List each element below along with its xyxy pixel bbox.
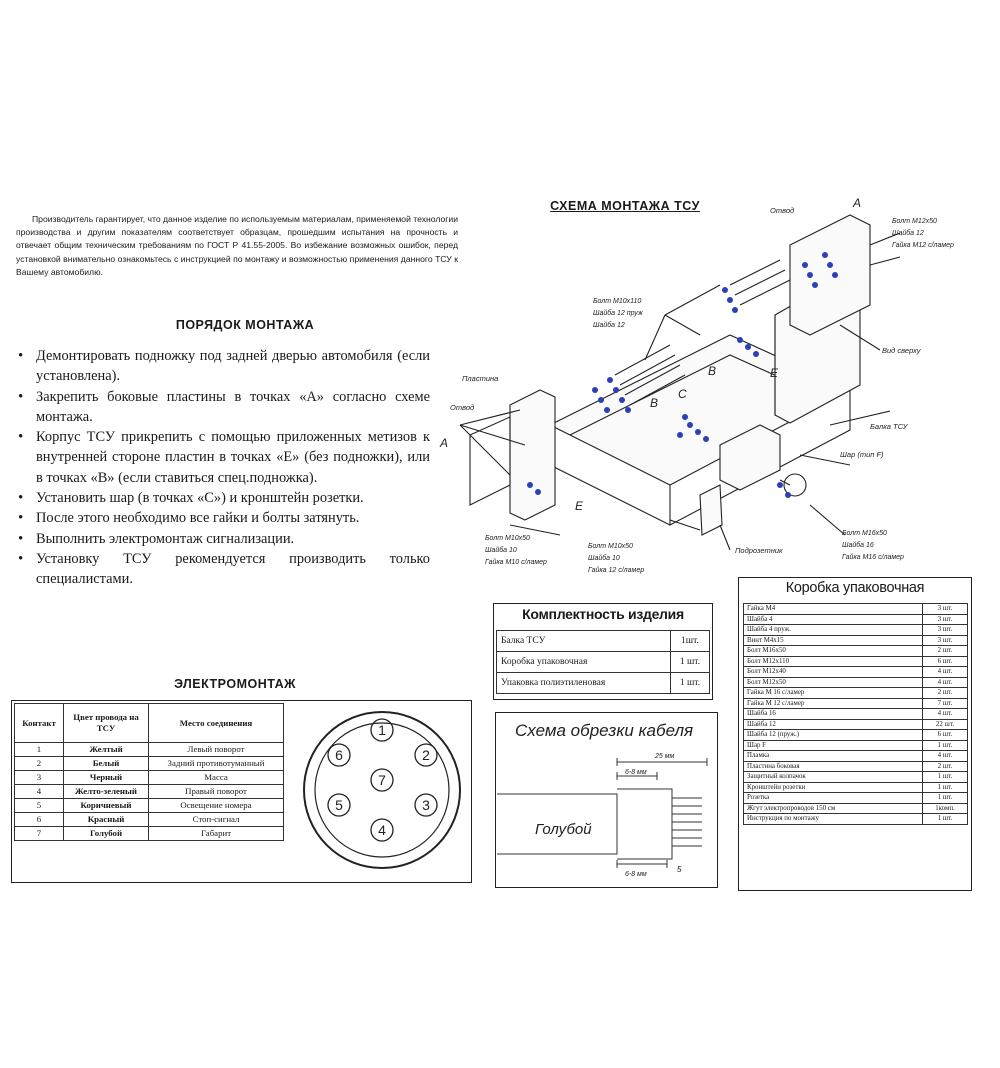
label-shar: Шар (тип F) xyxy=(840,450,884,459)
hardware-label: Шайба 12 xyxy=(593,322,625,329)
cell: 4 xyxy=(15,785,64,799)
cell: 3 шт. xyxy=(923,625,968,636)
assembly-step: • Установку ТСУ рекомендуется производить только специалистами. xyxy=(18,549,430,590)
table-row xyxy=(497,673,710,694)
pin-5 xyxy=(328,794,350,816)
table-row xyxy=(15,743,284,757)
label-b: B xyxy=(708,364,717,378)
cell: Желтый xyxy=(64,743,149,757)
cell: Болт М12х50 xyxy=(744,677,923,688)
pack-title: Коробка упаковочная xyxy=(785,580,925,596)
label-vsp: Вид сверху xyxy=(882,346,921,355)
cell: Черный xyxy=(64,771,149,785)
cell: 2 шт. xyxy=(923,761,968,772)
cell: Защитный колпачок xyxy=(744,772,923,783)
table-row xyxy=(744,688,968,699)
cell: Болт М12х110 xyxy=(744,656,923,667)
label-podrozetnik: Подрозетник xyxy=(735,546,783,555)
table-row xyxy=(744,761,968,772)
cell: Белый xyxy=(64,757,149,771)
cell: Балка ТСУ xyxy=(497,631,671,652)
table-row xyxy=(744,698,968,709)
cell: 2 шт. xyxy=(923,646,968,657)
electrical-table xyxy=(14,703,284,841)
cell: Розетка xyxy=(744,793,923,804)
table-row xyxy=(744,740,968,751)
cell: 2 xyxy=(15,757,64,771)
table-row xyxy=(744,782,968,793)
hardware-label: Шайба 10 xyxy=(588,555,620,562)
hardware-label: Гайка М10 с/ламер xyxy=(485,559,547,566)
hardware-label: Болт М10х50 xyxy=(485,535,530,542)
guarantee-text: Производитель гарантирует, что данное изделие по используемым материалам, применяемой технологии производства и другим показателям соответствует образцам, прошедшим испытания на прочность и отвечает общим техническим требованиям по ГОСТ Р 41.55-2005. Во избежание возможных ошибок, перед установкой внимательно ознакомьтесь с инструкцией по монтажу и возможностью применения данного ТСУ к Вашему автомобилю. xyxy=(16,214,458,277)
kit-title: Комплектность изделия xyxy=(522,606,684,622)
label-otvod: Отвод xyxy=(770,206,795,215)
assembly-steps xyxy=(18,346,430,590)
table-row xyxy=(744,667,968,678)
pin-7 xyxy=(371,769,393,791)
table-row xyxy=(15,771,284,785)
label-b: B xyxy=(650,396,659,410)
svg-text:4: 4 xyxy=(378,822,386,838)
svg-text:3: 3 xyxy=(422,797,430,813)
hardware-label: Шайба 10 xyxy=(485,547,517,554)
label-a: A xyxy=(440,436,449,450)
pin-1 xyxy=(371,719,393,741)
cell: 1 шт. xyxy=(671,673,710,694)
table-row xyxy=(15,827,284,841)
cell: 3 шт. xyxy=(923,604,968,615)
cell: 1шт. xyxy=(671,631,710,652)
cell: 3 шт. xyxy=(923,614,968,625)
cell: 2 шт. xyxy=(923,688,968,699)
installation-diagram xyxy=(430,185,1000,585)
scheme-title: СХЕМА МОНТАЖА ТСУ xyxy=(550,199,700,213)
dim-total: 25 мм xyxy=(655,753,675,760)
kit-table xyxy=(496,630,710,694)
cell: 6 xyxy=(15,813,64,827)
svg-text:5: 5 xyxy=(335,797,343,813)
label-e: E xyxy=(575,499,584,513)
cell: Левый поворот xyxy=(149,743,284,757)
cell: Шайба 12 (пруж.) xyxy=(744,730,923,741)
hardware-label: Гайка 12 с/ламер xyxy=(588,567,645,574)
cell: Пламка xyxy=(744,751,923,762)
label-plastina: Пластина xyxy=(462,374,499,383)
cell: 4 шт. xyxy=(923,751,968,762)
cell: 6 шт. xyxy=(923,730,968,741)
table-row xyxy=(744,730,968,741)
cell: Желто-зеленый xyxy=(64,785,149,799)
assembly-step: • Выполнить электромонтаж сигнализации. xyxy=(18,529,430,549)
hardware-label: Гайка М12 с/ламер xyxy=(892,242,954,249)
dim-strip: 6-8 мм xyxy=(625,769,647,776)
svg-text:1: 1 xyxy=(378,722,386,738)
label-balka: Балка ТСУ xyxy=(870,422,908,431)
cell: Жгут электропроводов 150 см xyxy=(744,803,923,814)
cell: Винт М4х15 xyxy=(744,635,923,646)
hardware-label: Шайба 12 пруж xyxy=(593,310,643,317)
cell: Стоп-сигнал xyxy=(149,813,284,827)
cell: Шайба 12 xyxy=(744,719,923,730)
table-row xyxy=(744,656,968,667)
cell: Масса xyxy=(149,771,284,785)
cell: Коричневый xyxy=(64,799,149,813)
cell: Гайка М4 xyxy=(744,604,923,615)
cell: 1 шт. xyxy=(923,793,968,804)
table-row xyxy=(15,813,284,827)
cell: 3 xyxy=(15,771,64,785)
cell: 1 шт. xyxy=(923,772,968,783)
pin-4 xyxy=(371,819,393,841)
cell: 7 шт. xyxy=(923,698,968,709)
cell: Упаковка полиэтиленовая xyxy=(497,673,671,694)
cell: 1 шт. xyxy=(923,814,968,825)
cell: Гайка М 16 с/ламер xyxy=(744,688,923,699)
cell: Правый поворот xyxy=(149,785,284,799)
hardware-label: Болт М10х110 xyxy=(593,298,642,305)
cell: 22 шт. xyxy=(923,719,968,730)
table-row xyxy=(744,677,968,688)
cell: 1 шт. xyxy=(671,652,710,673)
hardware-label: Болт М12х50 xyxy=(892,218,937,225)
table-row xyxy=(497,652,710,673)
assembly-step: • Установить шар (в точках «С») и кронштейн розетки. xyxy=(18,488,430,508)
cell: Габарит xyxy=(149,827,284,841)
hardware-label: Шайба 16 xyxy=(842,542,874,549)
table-row xyxy=(15,785,284,799)
dim-mark: 5 xyxy=(677,865,682,874)
cell: Задний противотуманный xyxy=(149,757,284,771)
table-row xyxy=(744,803,968,814)
hardware-label: Болт М16х50 xyxy=(842,530,887,537)
pin-2 xyxy=(415,744,437,766)
cell: 1 xyxy=(15,743,64,757)
label-a: A xyxy=(853,196,862,210)
cell: Красный xyxy=(64,813,149,827)
table-row xyxy=(15,799,284,813)
table-row xyxy=(744,709,968,720)
electrical-title: ЭЛЕКТРОМОНТАЖ xyxy=(174,677,296,691)
column-header: Место соединения xyxy=(149,704,284,743)
label-c: C xyxy=(678,387,687,401)
cell: 4 шт. xyxy=(923,677,968,688)
cell: 1комп. xyxy=(923,803,968,814)
table-row xyxy=(744,814,968,825)
cell: 6 шт. xyxy=(923,656,968,667)
assembly-step: • После этого необходимо все гайки и болты затянуть. xyxy=(18,508,430,528)
table-row xyxy=(744,719,968,730)
cell: 1 шт. xyxy=(923,782,968,793)
cell: Шар F xyxy=(744,740,923,751)
assembly-step: • Демонтировать подножку под задней дверью автомобиля (если установлена). xyxy=(18,346,430,387)
column-header: Контакт xyxy=(15,704,64,743)
assembly-step: • Корпус ТСУ прикрепить с помощью приложенных метизов к внутренней стороне пластин в точках «Е» (без подножки), или в точках «В» (если ставиться спец.подножка). xyxy=(18,427,430,488)
cell: Кронштейн розетки xyxy=(744,782,923,793)
dim-end: 6-8 мм xyxy=(625,871,647,878)
table-row xyxy=(744,635,968,646)
cable-diagram xyxy=(497,714,716,886)
cell: Коробка упаковочная xyxy=(497,652,671,673)
label-otvod-left: Отвод xyxy=(450,403,475,412)
cell: Гайка М 12 с/ламер xyxy=(744,698,923,709)
svg-text:2: 2 xyxy=(422,747,430,763)
cell: Болт М12х40 xyxy=(744,667,923,678)
table-row xyxy=(744,751,968,762)
table-row xyxy=(744,772,968,783)
assembly-title: ПОРЯДОК МОНТАЖА xyxy=(175,318,315,332)
cell: 1 шт. xyxy=(923,740,968,751)
cell: 4 шт. xyxy=(923,709,968,720)
cell: 7 xyxy=(15,827,64,841)
table-row xyxy=(744,793,968,804)
cell: 3 шт. xyxy=(923,635,968,646)
cell: Шайба 4 пруж. xyxy=(744,625,923,636)
socket-pin-diagram xyxy=(295,700,470,880)
assembly-step: • Закрепить боковые пластины в точках «А» согласно схеме монтажа. xyxy=(18,387,430,428)
cell: 5 xyxy=(15,799,64,813)
table-row xyxy=(497,631,710,652)
pack-table xyxy=(743,603,968,825)
pin-6 xyxy=(328,744,350,766)
hardware-label: Гайка М16 с/ламер xyxy=(842,554,904,561)
svg-text:6: 6 xyxy=(335,747,343,763)
cable-title: Схема обрезки кабеля xyxy=(515,721,694,740)
column-header: Цвет провода на ТСУ xyxy=(64,704,149,743)
cell: 4 шт. xyxy=(923,667,968,678)
cell: Пластина боковая xyxy=(744,761,923,772)
cell: Освещение номера xyxy=(149,799,284,813)
cable-color-label: Голубой xyxy=(535,821,592,838)
table-row xyxy=(15,757,284,771)
table-row xyxy=(744,646,968,657)
cell: Шайба 4 xyxy=(744,614,923,625)
pin-3 xyxy=(415,794,437,816)
cell: Шайба 16 xyxy=(744,709,923,720)
cell: Голубой xyxy=(64,827,149,841)
cell: Болт М16х50 xyxy=(744,646,923,657)
svg-text:7: 7 xyxy=(378,772,386,788)
cell: Инструкция по монтажу xyxy=(744,814,923,825)
table-row xyxy=(744,604,968,615)
table-row xyxy=(744,614,968,625)
label-e: E xyxy=(770,366,779,380)
hardware-label: Шайба 12 xyxy=(892,230,924,237)
table-row xyxy=(744,625,968,636)
hardware-label: Болт М10х50 xyxy=(588,543,633,550)
